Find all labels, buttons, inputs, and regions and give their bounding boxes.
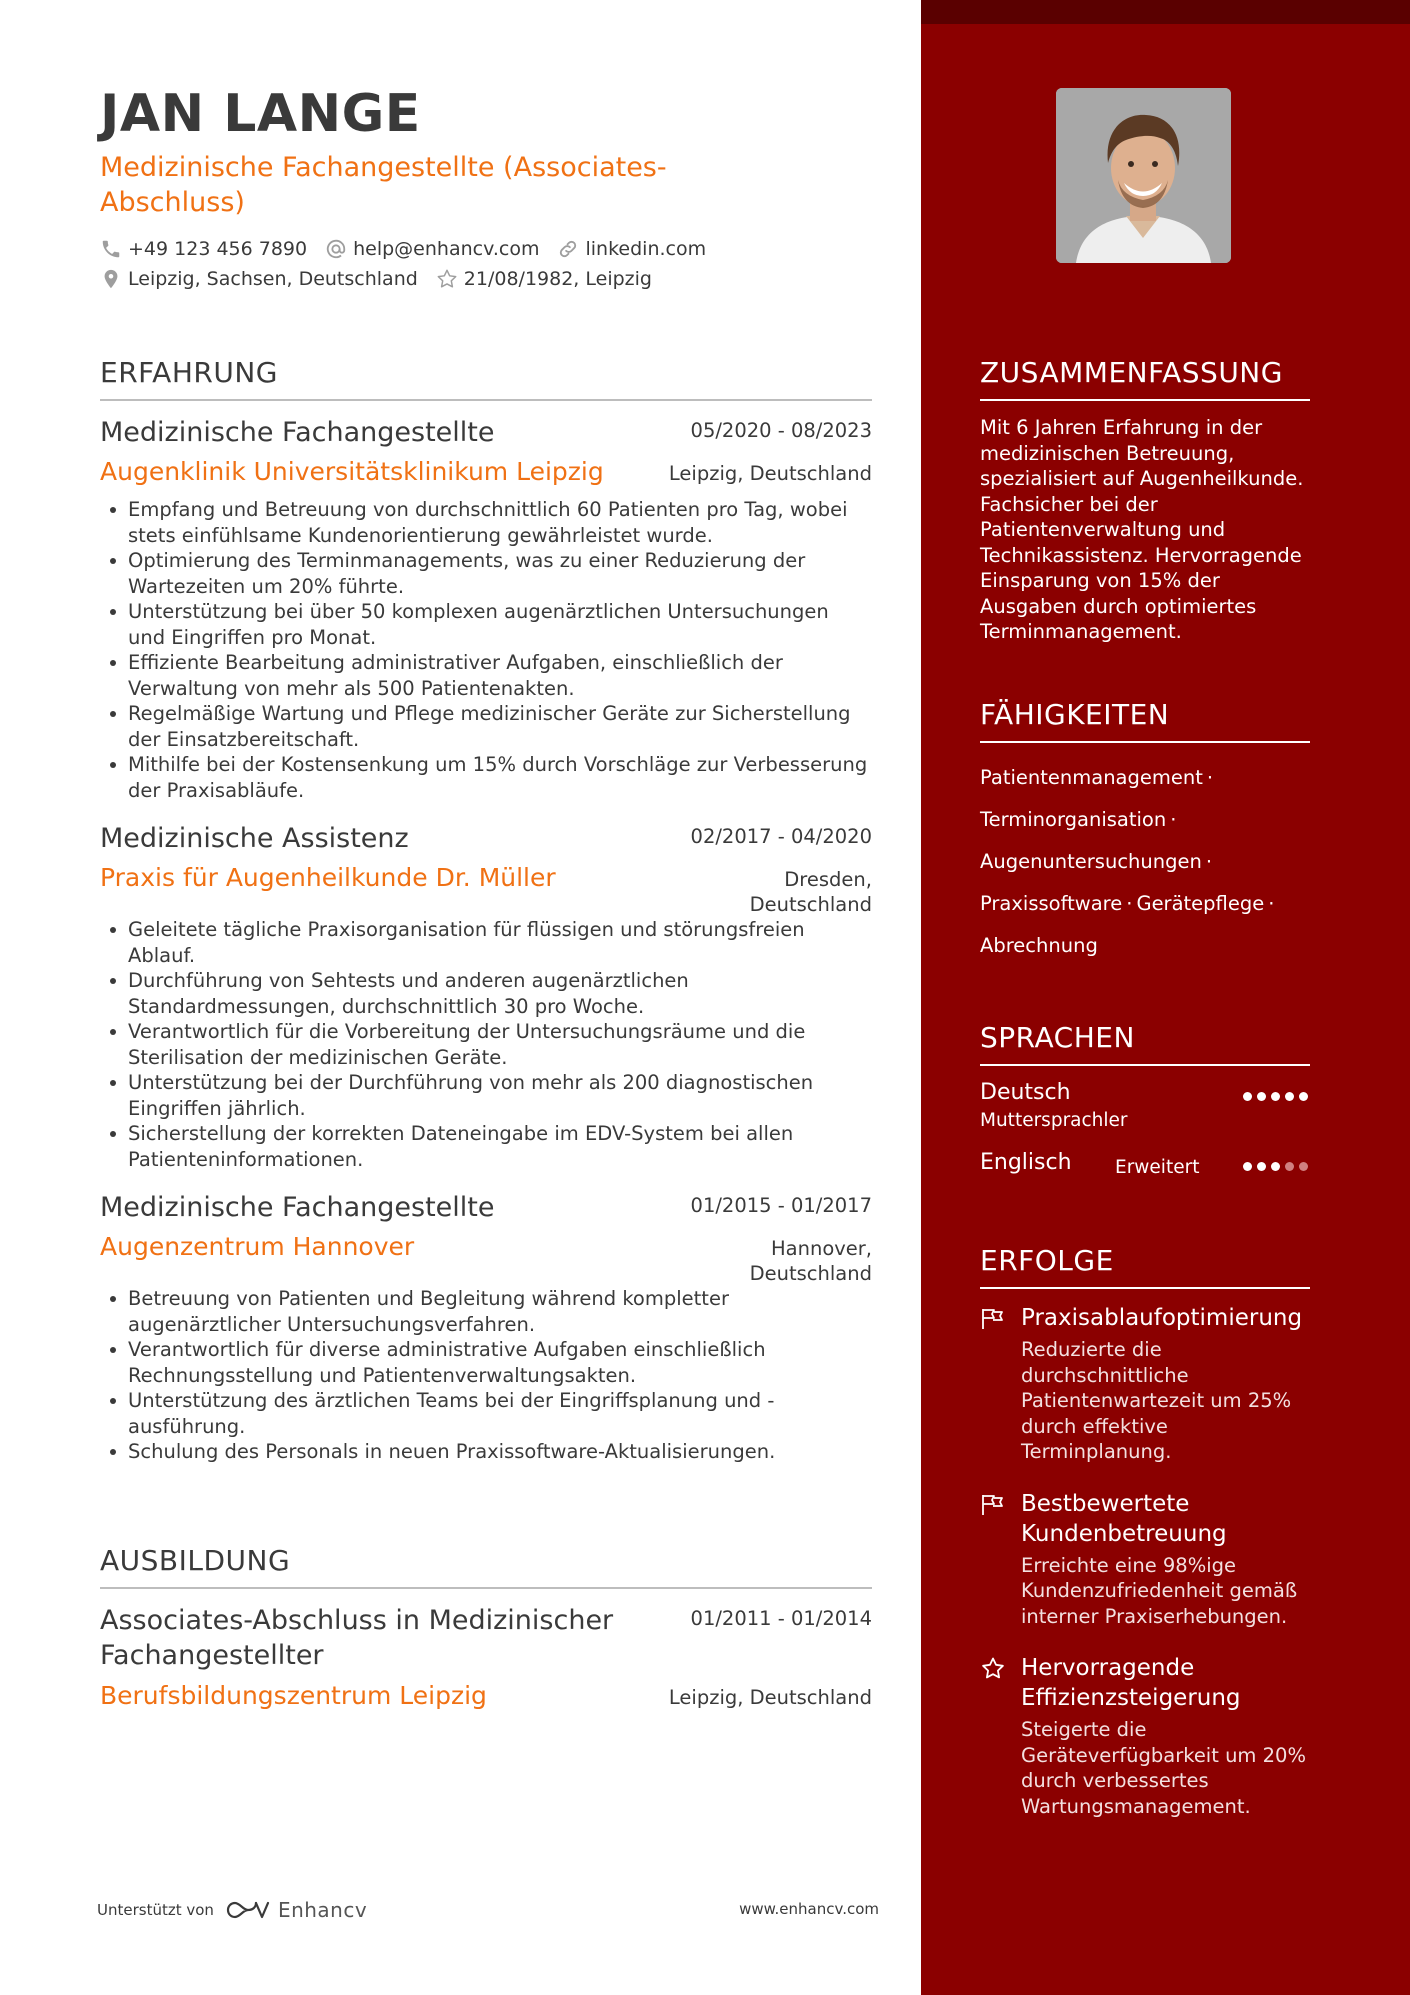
achievement-item <box>980 1489 1310 1630</box>
skill-item: Abrechnung <box>980 934 1098 957</box>
bullet-item: Optimierung des Terminmanagements, was zu einer Reduzierung der Wartezeiten um 20% führte. <box>100 548 872 599</box>
profile-photo <box>1056 88 1231 263</box>
rating-dot-filled <box>1299 1092 1308 1101</box>
rating-dot-filled <box>1243 1162 1252 1171</box>
brand-name: Enhancv <box>277 1898 368 1922</box>
achievement-title: Praxisablaufoptimierung <box>1021 1305 1303 1331</box>
job-1 <box>100 415 872 803</box>
profile-avatar-icon <box>1056 88 1231 263</box>
skill-separator: · <box>1170 808 1177 831</box>
achievements-title: ERFOLGE <box>980 1244 1310 1289</box>
flag-icon <box>980 1493 1006 1517</box>
rating-dot-filled <box>1271 1162 1280 1171</box>
rating-dot-empty <box>1285 1162 1294 1171</box>
achievement-desc: Steigerte die Geräteverfügbarkeit um 20% durch verbessertes Wartungsmanagement. <box>1021 1718 1306 1818</box>
skill-item: Patientenmanagement <box>980 766 1203 789</box>
rating-dot-filled <box>1257 1162 1266 1171</box>
job-date: 01/2015 - 01/2017 <box>690 1194 872 1217</box>
star-icon <box>980 1657 1006 1681</box>
location-pin-icon <box>100 268 122 290</box>
job-bullets <box>100 497 872 803</box>
link-icon <box>557 238 579 260</box>
achievement-title: Bestbewertete Kundenbetreuung <box>1021 1490 1227 1547</box>
bullet-item: Effiziente Bearbeitung administrativer Aufgaben, einschließlich der Verwaltung von mehr als 500 Patientenakten. <box>100 650 872 701</box>
bullet-item: Unterstützung des ärztlichen Teams bei der Eingriffsplanung und -ausführung. <box>100 1388 872 1439</box>
job-company: Augenzentrum Hannover <box>100 1232 415 1261</box>
job-title: Medizinische Fachangestellte <box>100 417 495 448</box>
achievement-title: Hervorragende Effizienzsteigerung <box>1021 1655 1241 1711</box>
job-location-line: Deutschland <box>749 893 872 916</box>
summary-section <box>980 356 1310 645</box>
job-title: Medizinische Assistenz <box>100 823 409 854</box>
job-location-line: Hannover, <box>770 1237 872 1260</box>
contact-birth <box>436 268 652 290</box>
education-date: 01/2011 - 01/2014 <box>690 1607 872 1630</box>
skills-section <box>980 698 1310 967</box>
job-location-line: Deutschland <box>749 1262 872 1285</box>
contact-email[interactable] <box>325 238 539 260</box>
job-date: 02/2017 - 04/2020 <box>690 825 872 848</box>
achievements-section <box>980 1244 1310 1843</box>
job-bullets <box>100 917 872 1172</box>
achievement-desc: Erreichte eine 98%ige Kundenzufriedenheit gemäß interner Praxiserhebungen. <box>1021 1553 1298 1628</box>
bullet-item: Regelmäßige Wartung und Pflege medizinischer Geräte zur Sicherstellung der Einsatzbereitschaft. <box>100 701 872 752</box>
job-company: Augenklinik Universitätsklinikum Leipzig <box>100 457 604 486</box>
language-name: Deutsch <box>980 1080 1071 1105</box>
job-date: 05/2020 - 08/2023 <box>690 419 872 442</box>
candidate-name: JAN LANGE <box>100 84 421 144</box>
bullet-item: Mithilfe bei der Kostensenkung um 15% durch Vorschläge zur Verbesserung der Praxisabläufe. <box>100 752 872 803</box>
bullet-item: Geleitete tägliche Praxisorganisation für flüssigen und störungsfreien Ablauf. <box>100 917 872 968</box>
bullet-item: Durchführung von Sehtests und anderen augenärztlichen Standardmessungen, durchschnittlich 30 pro Woche. <box>100 968 872 1019</box>
job-3 <box>100 1190 872 1465</box>
powered-by-text: Unterstützt von <box>97 1901 214 1919</box>
bullet-item: Verantwortlich für diverse administrative Aufgaben einschließlich Rechnungsstellung und Patientenverwaltungsakten. <box>100 1337 872 1388</box>
bullet-item: Schulung des Personals in neuen Praxissoftware-Aktualisierungen. <box>100 1439 872 1465</box>
education-title: AUSBILDUNG <box>100 1544 872 1589</box>
job-location-line: Dresden, <box>784 868 872 891</box>
candidate-role: Medizinische Fachangestellte (Associates-Abschluss) <box>100 152 667 218</box>
location-text: Leipzig, Sachsen, Deutschland <box>128 268 418 290</box>
star-outline-icon <box>436 268 458 290</box>
rating-dot-filled <box>1271 1092 1280 1101</box>
education-section <box>100 1544 872 1721</box>
degree-title: Associates-Abschluss in Medizinischer Fachangestellter <box>100 1605 614 1671</box>
skills-title: FÄHIGKEITEN <box>980 698 1310 743</box>
skill-item: Terminorganisation <box>980 808 1167 831</box>
phone-icon <box>100 238 122 260</box>
contact-linkedin[interactable] <box>557 238 706 260</box>
email-text: help@enhancv.com <box>353 238 540 260</box>
job-location: Leipzig, Deutschland <box>668 462 872 485</box>
achievement-item <box>980 1653 1310 1819</box>
sidebar <box>921 0 1410 1995</box>
language-rating <box>1243 1162 1308 1171</box>
skill-separator: · <box>1205 850 1213 873</box>
contact-location <box>100 268 418 290</box>
skill-separator: · <box>1268 892 1275 915</box>
enhancv-logo-icon <box>224 1899 272 1921</box>
skill-item: Augenuntersuchungen <box>980 850 1202 873</box>
sidebar-topbar <box>921 0 1410 24</box>
rating-dot-filled <box>1243 1092 1252 1101</box>
bullet-item: Sicherstellung der korrekten Dateneingabe im EDV-System bei allen Patienteninformationen. <box>100 1121 872 1172</box>
school-name: Berufsbildungszentrum Leipzig <box>100 1681 487 1710</box>
contact-row-1 <box>100 238 724 260</box>
job-bullets <box>100 1286 872 1465</box>
footer <box>97 1894 879 1924</box>
rating-dot-filled <box>1285 1092 1294 1101</box>
website-link[interactable]: www.enhancv.com <box>739 1900 879 1918</box>
linkedin-text: linkedin.com <box>585 238 707 260</box>
contact-row-2 <box>100 268 670 290</box>
summary-title: ZUSAMMENFASSUNG <box>980 356 1310 401</box>
job-location <box>750 867 872 917</box>
school-location: Leipzig, Deutschland <box>668 1686 872 1709</box>
bullet-item: Verantwortlich für die Vorbereitung der Untersuchungsräume und die Sterilisation der medizinischen Geräte. <box>100 1019 872 1070</box>
language-level: Muttersprachler <box>980 1110 1128 1131</box>
bullet-item: Unterstützung bei über 50 komplexen augenärztlichen Untersuchungen und Eingriffen pro Monat. <box>100 599 872 650</box>
languages-section <box>980 1021 1310 1212</box>
job-company: Praxis für Augenheilkunde Dr. Müller <box>100 863 556 892</box>
language-rating <box>1243 1092 1308 1101</box>
job-2 <box>100 821 872 1172</box>
summary-text: Mit 6 Jahren Erfahrung in der medizinischen Betreuung, spezialisiert auf Augenheilkunde. Fachsicher bei der Patientenverwaltung und Technikassistenz. Hervorragende Einsparung von 15% der Ausgaben durch optimiertes Terminmanagement. <box>980 416 1304 643</box>
language-row <box>980 1150 1310 1212</box>
job-title: Medizinische Fachangestellte <box>100 1192 495 1223</box>
phone-text: +49 123 456 7890 <box>128 238 308 260</box>
experience-section <box>100 356 872 1465</box>
rating-dot-filled <box>1257 1092 1266 1101</box>
bullet-item: Empfang und Betreuung von durchschnittlich 60 Patienten pro Tag, wobei stets einfühlsame Kundenorientierung gewährleistet wurde. <box>100 497 872 548</box>
at-icon <box>325 238 347 260</box>
experience-title: ERFAHRUNG <box>100 356 872 401</box>
skill-separator: · <box>1206 766 1214 789</box>
achievement-item <box>980 1303 1310 1465</box>
skills-list <box>980 757 1310 967</box>
language-name: Englisch <box>980 1150 1072 1175</box>
bullet-item: Betreuung von Patienten und Begleitung während kompletter augenärztlicher Untersuchungsverfahren. <box>100 1286 872 1337</box>
rating-dot-empty <box>1299 1162 1308 1171</box>
skill-item: Gerätepflege <box>1136 892 1265 915</box>
skill-item: Praxissoftware <box>980 892 1123 915</box>
language-row <box>980 1080 1310 1142</box>
achievement-desc: Reduzierte die durchschnittliche Patientenwartezeit um 25% durch effektive Terminplanung. <box>1021 1338 1292 1463</box>
flag-icon <box>980 1307 1006 1331</box>
bullet-item: Unterstützung bei der Durchführung von mehr als 200 diagnostischen Eingriffen jährlich. <box>100 1070 872 1121</box>
language-level: Erweitert <box>1115 1157 1200 1178</box>
skill-separator: · <box>1126 892 1133 915</box>
powered-by <box>97 1898 367 1922</box>
job-location <box>750 1236 872 1286</box>
languages-title: SPRACHEN <box>980 1021 1310 1066</box>
birth-text: 21/08/1982, Leipzig <box>463 268 652 290</box>
contact-phone <box>100 238 307 260</box>
education-entry <box>100 1603 872 1721</box>
